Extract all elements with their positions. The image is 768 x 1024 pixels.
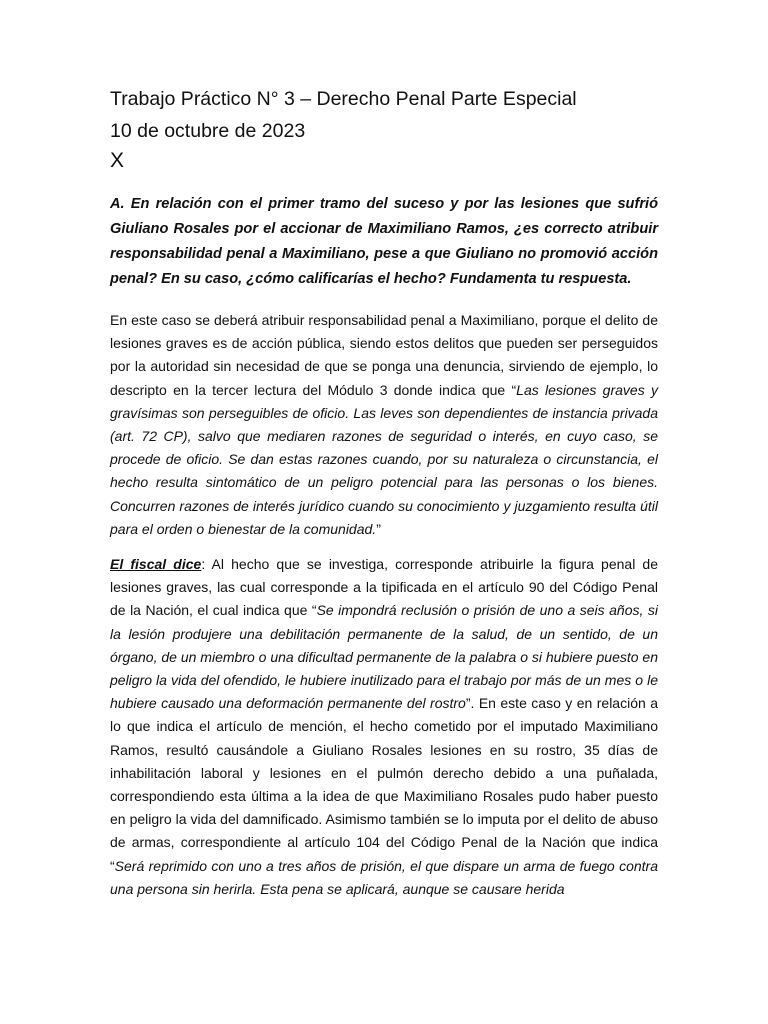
fiscal-lead: El fiscal dice <box>110 556 202 573</box>
answer-1-intro: En este caso se deberá atribuir responsabilidad penal a Maximiliano, porque el delito de lesiones graves es de acción pública, siendo estos delitos que pueden ser perseguidos por la autoridad sin necesidad de que se ponga una denuncia, sirviendo de ejemplo, lo descripto en la tercer lectura del Módulo 3 donde indica que “ <box>110 312 658 398</box>
answer-paragraph-1 <box>110 309 658 541</box>
document-mark: X <box>110 149 125 172</box>
answer-2-text-2: ”. En este caso y en relación a lo que indica el artículo de mención, el hecho cometido por el imputado Maximiliano Ramos, resultó causándole a Giuliano Rosales lesiones en su rostro, 35 días de inhabilitación laboral y lesiones en el pulmón derecho debido a una puñalada, correspondiendo esta última a la idea de que Maximiliano Rosales pudo haber puesto en peligro la vida del damnificado. Asimismo también se lo imputa por el delito de abuso de armas, correspondiente al artículo 104 del Código Penal de la Nación que indica “ <box>110 695 658 874</box>
answer-2-quote-1: Se impondrá reclusión o prisión de uno a seis años, si la lesión produjere una debilitación permanente de la salud, de un sentido, de un órgano, de un miembro o una dificultad permanente de la palabra o si hubiere puesto en peligro la vida del ofendido, le hubiere inutilizado para el trabajo por más de un mes o le hubiere causado una deformación permanente del rostro <box>110 602 658 712</box>
answer-2-text-1: : Al hecho que se investiga, corresponde atribuirle la figura penal de lesiones graves, las cual corresponde a la tipificada en el artículo 90 del Código Penal de la Nación, el cual indica que “ <box>110 556 659 619</box>
answer-2-quote-2: Será reprimido con uno a tres años de prisión, el que dispare un arma de fuego contra una persona sin herirla. Esta pena se aplicará, aunque se causare herida <box>110 857 658 897</box>
document-page <box>110 83 658 913</box>
answer-1-quote: Las lesiones graves y gravísimas son perseguibles de oficio. Las leves son dependientes de instancia privada (art. 72 CP), salvo que mediaren razones de seguridad o interés, en cuyo caso, se procede de oficio. Se dan estas razones cuando, por su naturaleza o circunstancia, el hecho resulta sintomático de un peligro potencial para las personas o los bienes. Concurren razones de interés jurídico cuando su conocimiento y juzgamiento resulta útil para el orden o bienestar de la comunidad. <box>110 381 658 537</box>
document-date: 10 de octubre de 2023 <box>110 120 306 142</box>
document-title: Trabajo Práctico N° 3 – Derecho Penal Parte Especial <box>110 88 577 110</box>
answer-paragraph-2 <box>110 553 658 901</box>
question-a: A. En relación con el primer tramo del suceso y por las lesiones que sufrió Giuliano Rosales por el accionar de Maximiliano Ramos, ¿es correcto atribuir responsabilidad penal a Maximiliano, pese a que Giuliano no promovió acción penal? En su caso, ¿cómo calificarías el hecho? Fundamenta tu respuesta. <box>110 196 658 287</box>
answer-1-close: ” <box>376 520 381 537</box>
